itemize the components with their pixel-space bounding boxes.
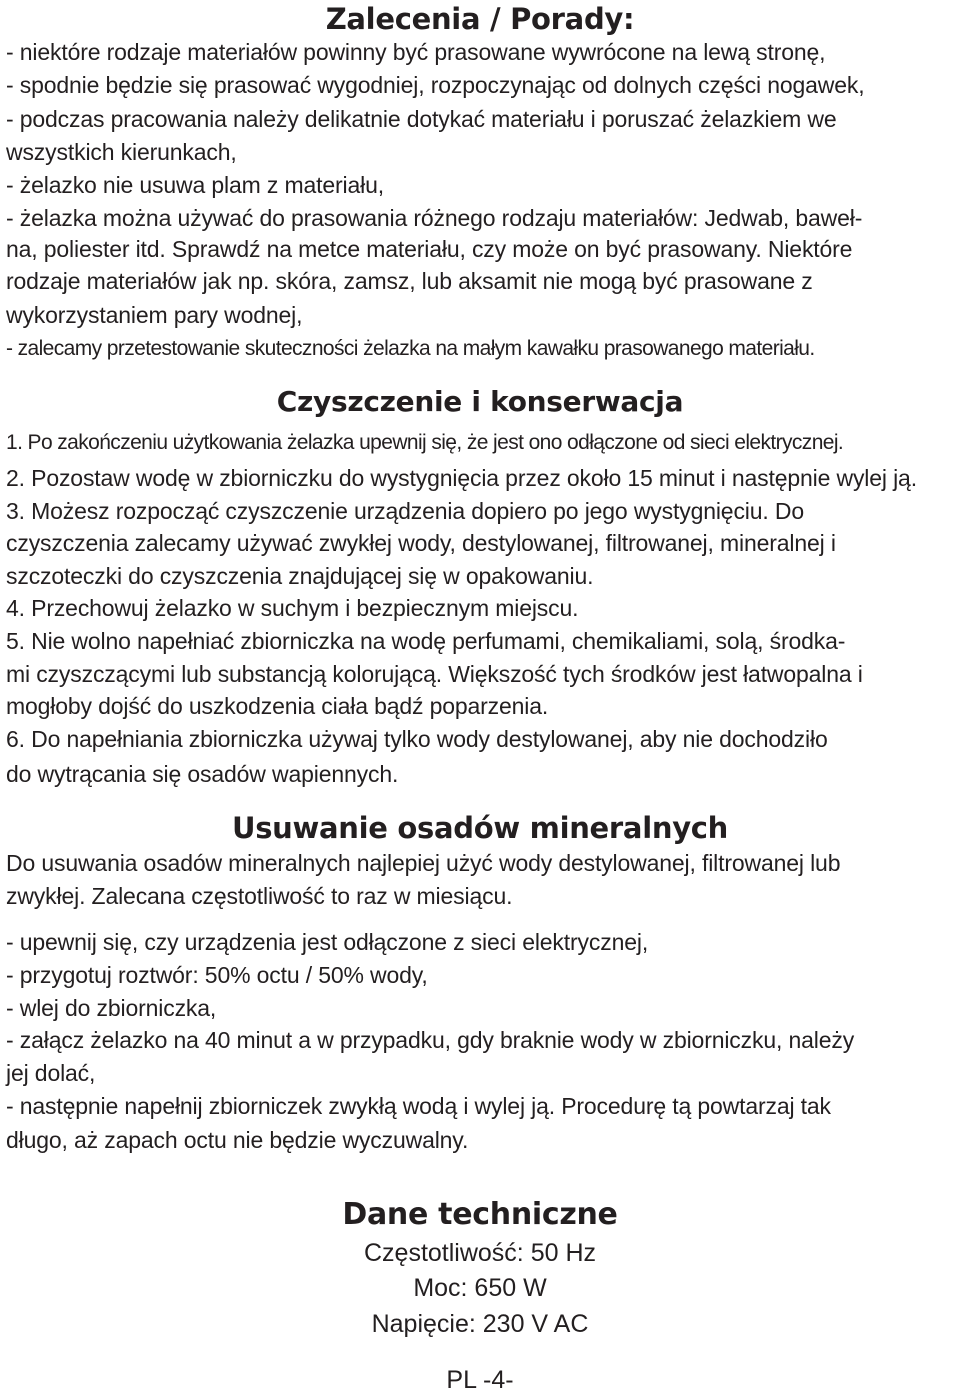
zalecenia-line: wszystkich kierunkach,: [6, 139, 237, 165]
zalecenia-line: - niektóre rodzaje materiałów powinny być prasowane wywrócone na lewą stronę,: [6, 39, 826, 65]
czyszczenie-line: 3. Możesz rozpocząć czyszczenie urządzenia dopiero po jego wystygnięciu. Do: [6, 498, 804, 524]
usuwanie-line: jej dolać,: [6, 1060, 96, 1086]
usuwanie-line: - przygotuj roztwór: 50% octu / 50% wody,: [6, 962, 428, 988]
czyszczenie-line: mogłoby dojść do uszkodzenia ciała bądź poparzenia.: [6, 693, 549, 719]
czyszczenie-line: 6. Do napełniania zbiorniczka używaj tylko wody destylowanej, aby nie dochodziło: [6, 726, 828, 752]
czyszczenie-line: 2. Pozostaw wodę w zbiorniczku do wystygnięcia przez około 15 minut i następnie wylej ją.: [6, 465, 917, 491]
czyszczenie-line: szczoteczki do czyszczenia znajdującej się w opakowaniu.: [6, 563, 594, 589]
zalecenia-line: - żelazka można używać do prasowania różnego rodzaju materiałów: Jedwab, baweł-: [6, 205, 863, 231]
spec-power: Moc: 650 W: [413, 1274, 547, 1302]
section-title-usuwanie: Usuwanie osadów mineralnych: [231, 811, 729, 845]
zalecenia-line: - zalecamy przetestowanie skuteczności żelazka na małym kawałku prasowanego materiału.: [6, 337, 815, 360]
zalecenia-line: rodzaje materiałów jak np. skóra, zamsz, lub aksamit nie mogą być prasowane z: [6, 268, 813, 294]
usuwanie-line: Do usuwania osadów mineralnych najlepiej użyć wody destylowanej, filtrowanej lub: [6, 850, 841, 876]
czyszczenie-line: 5. Nie wolno napełniać zbiorniczka na wodę perfumami, chemikaliami, solą, środka-: [6, 628, 846, 654]
spec-voltage: Napięcie: 230 V AC: [371, 1310, 589, 1338]
czyszczenie-line: 4. Przechowuj żelazko w suchym i bezpiecznym miejscu.: [6, 595, 579, 621]
czyszczenie-line: 1. Po zakończeniu użytkowania żelazka upewnij się, że jest ono odłączone od sieci elektrycznej.: [6, 431, 844, 454]
section-title-zalecenia: Zalecenia / Porady:: [325, 2, 635, 36]
zalecenia-line: - podczas pracowania należy delikatnie dotykać materiału i poruszać żelazkiem we: [6, 106, 837, 132]
zalecenia-line: na, poliester itd. Sprawdź na metce materiału, czy może on być prasowany. Niektóre: [6, 236, 853, 262]
usuwanie-line: długo, aż zapach octu nie będzie wyczuwalny.: [6, 1127, 469, 1153]
usuwanie-line: zwykłej. Zalecana częstotliwość to raz w miesiącu.: [6, 883, 513, 909]
usuwanie-line: - załącz żelazko na 40 minut a w przypadku, gdy braknie wody w zbiorniczku, należy: [6, 1027, 855, 1053]
section-title-dane: Dane techniczne: [342, 1197, 618, 1232]
section-title-czyszczenie: Czyszczenie i konserwacja: [276, 385, 684, 418]
spec-frequency: Częstotliwość: 50 Hz: [363, 1239, 597, 1267]
zalecenia-line: - spodnie będzie się prasować wygodniej, rozpoczynając od dolnych części nogawek,: [6, 72, 865, 98]
czyszczenie-line: mi czyszczącymi lub substancją kolorującą. Większość tych środków jest łatwopalna i: [6, 661, 863, 687]
czyszczenie-line: do wytrącania się osadów wapiennych.: [6, 761, 399, 787]
usuwanie-line: - upewnij się, czy urządzenia jest odłączone z sieci elektrycznej,: [6, 929, 649, 955]
usuwanie-line: - następnie napełnij zbiorniczek zwykłą wodą i wylej ją. Procedurę tą powtarzaj tak: [6, 1093, 831, 1119]
page-number: PL -4-: [446, 1366, 514, 1394]
zalecenia-line: wykorzystaniem pary wodnej,: [6, 302, 303, 328]
zalecenia-line: - żelazko nie usuwa plam z materiału,: [6, 172, 384, 198]
usuwanie-line: - wlej do zbiorniczka,: [6, 995, 217, 1021]
czyszczenie-line: czyszczenia zalecamy używać zwykłej wody, destylowanej, filtrowanej, mineralnej i: [6, 530, 836, 556]
